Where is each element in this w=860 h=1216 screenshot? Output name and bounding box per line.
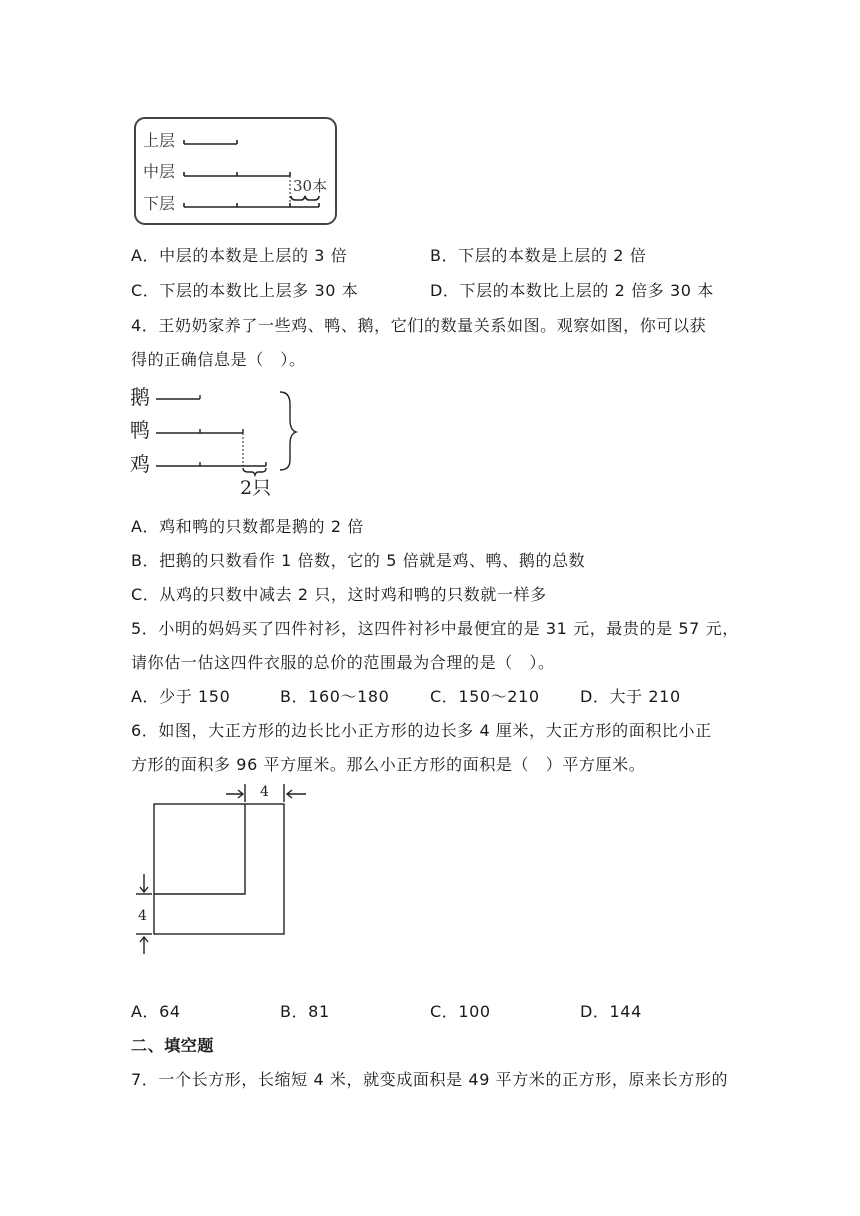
label-goose: 鹅 <box>130 385 150 409</box>
q7-text-line1: 7．一个长方形，长缩短 4 米，就变成面积是 49 平方米的正方形，原来长方形的 <box>131 1070 729 1089</box>
label-duck: 鸭 <box>130 418 150 442</box>
poultry-figure <box>128 380 308 500</box>
diff-label-30: 30本 <box>293 177 328 195</box>
label-lower: 下层 <box>143 194 176 213</box>
q4-option-c[interactable]: C．从鸡的只数中减去 2 只，这时鸡和鸭的只数就一样多 <box>131 585 547 604</box>
q3-option-a[interactable]: A．中层的本数是上层的 3 倍 <box>131 246 348 265</box>
q5-option-b[interactable]: B．160～180 <box>280 687 390 706</box>
q4-text-line1: 4．王奶奶家养了一些鸡、鸭、鹅，它们的数量关系如图。观察如图，你可以获 <box>131 316 707 335</box>
q5-text-line1: 5．小明的妈妈买了四件衬衫，这四件衬衫中最便宜的是 31 元，最贵的是 57 元， <box>131 619 739 638</box>
q6-text-line1: 6．如图，大正方形的边长比小正方形的边长多 4 厘米，大正方形的面积比小正 <box>131 721 712 740</box>
label-middle: 中层 <box>143 162 176 181</box>
squares-figure <box>130 780 320 960</box>
q4-option-a[interactable]: A．鸡和鸭的只数都是鹅的 2 倍 <box>131 517 364 536</box>
q6-option-b[interactable]: B．81 <box>280 1002 330 1021</box>
q5-option-a[interactable]: A．少于 150 <box>131 687 231 706</box>
label-chicken: 鸡 <box>130 452 150 476</box>
diff-label-2: 2只 <box>240 477 272 499</box>
q4-text-line2: 得的正确信息是（ ）。 <box>131 350 306 369</box>
side-height-label: 4 <box>138 908 147 924</box>
q5-option-c[interactable]: C．150～210 <box>430 687 540 706</box>
q3-option-d[interactable]: D．下层的本数比上层的 2 倍多 30 本 <box>430 281 714 300</box>
label-upper: 上层 <box>143 131 176 150</box>
q6-text-line2: 方形的面积多 96 平方厘米。那么小正方形的面积是（ ）平方厘米。 <box>131 755 646 774</box>
q6-option-c[interactable]: C．100 <box>430 1002 491 1021</box>
q6-option-a[interactable]: A．64 <box>131 1002 181 1021</box>
q5-text-line2: 请你估一估这四件衣服的总价的范围最为合理的是（ ）。 <box>131 653 555 672</box>
q3-option-c[interactable]: C．下层的本数比上层多 30 本 <box>131 281 359 300</box>
section-title-fill-blank: 二、填空题 <box>131 1036 215 1055</box>
q6-option-d[interactable]: D．144 <box>580 1002 642 1021</box>
q5-option-d[interactable]: D．大于 210 <box>580 687 681 706</box>
bookshelf-figure <box>133 116 339 228</box>
q4-option-b[interactable]: B．把鹅的只数看作 1 倍数，它的 5 倍就是鸡、鸭、鹅的总数 <box>131 551 586 570</box>
q3-option-b[interactable]: B．下层的本数是上层的 2 倍 <box>430 246 647 265</box>
top-width-label: 4 <box>260 784 269 800</box>
